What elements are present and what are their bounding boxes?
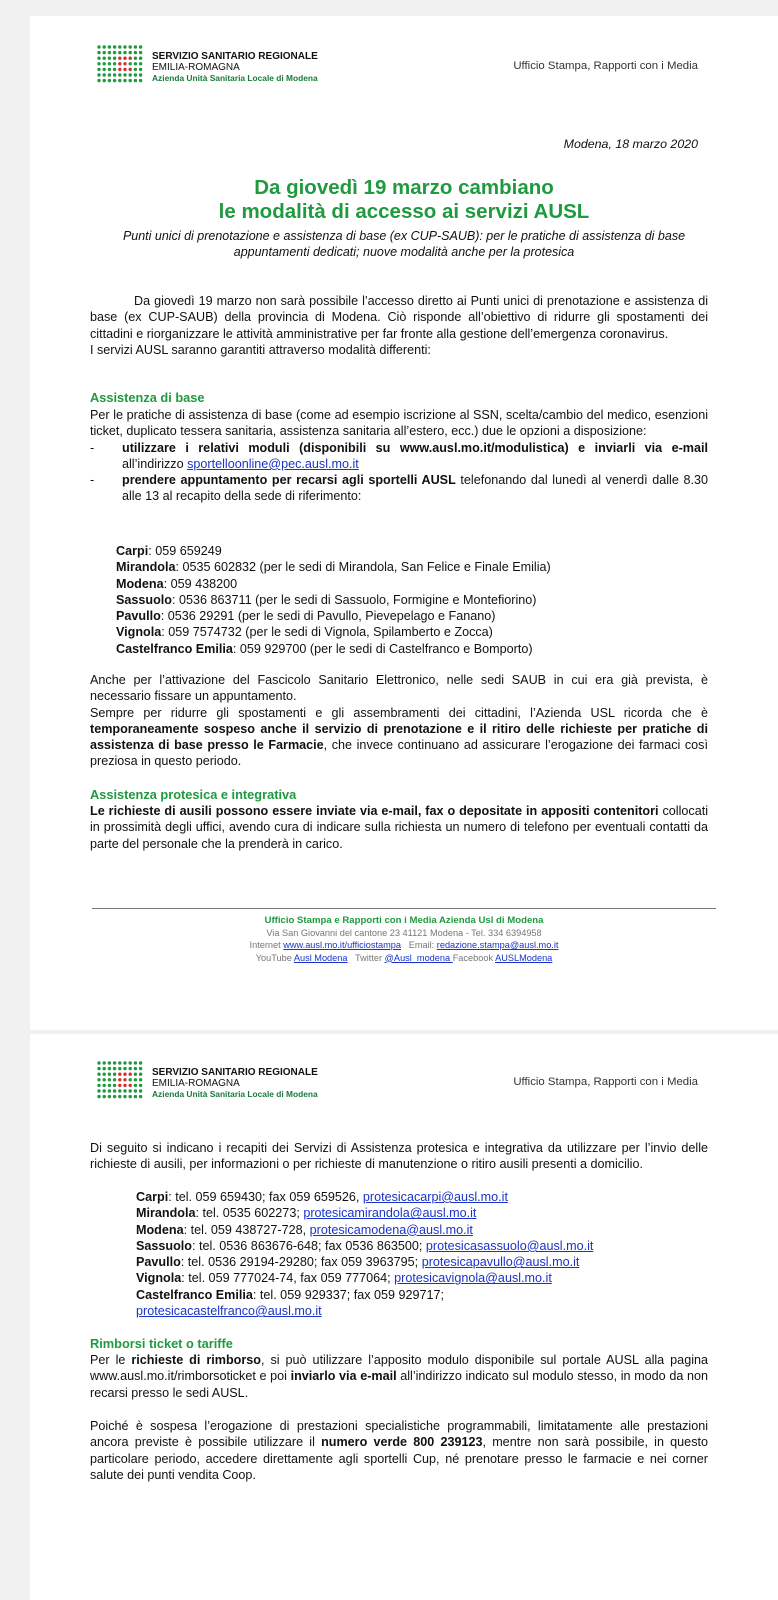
office-label: Ufficio Stampa, Rapporti con i Media [513, 60, 698, 72]
final-text-a: Poiché è sospesa l’erogazione di prestazioni specialistiche programmabili, limitatamente alle prestazioni ancora previste è possibile utilizzare il [90, 1419, 708, 1450]
twitter-link[interactable]: @Ausl_modena [384, 952, 453, 963]
protesica-contact-modena [136, 1222, 708, 1238]
contact-email-link[interactable]: protesicasassuolo@ausl.mo.it [425, 1238, 594, 1253]
rimborsi-text-b: , si può utilizzare l’apposito modulo disponibile sul portale AUSL alla pagina www.ausl.mo.it/rimborsoticket e poi [90, 1353, 709, 1384]
press-footer [30, 915, 778, 964]
contact-email-link[interactable]: protesicamirandola@ausl.mo.it [303, 1206, 477, 1221]
protesica-text: collocati in prossimità degli uffici, avendo cura di indicare sulla richiesta un numero di telefono per eventuali contatti da parte del personale che la prenderà in carico. [90, 804, 708, 851]
option-email-bold: utilizzare i relativi moduli (disponibili su www.ausl.mo.it/modulistica) e inviarli via e-mail [122, 440, 708, 455]
footer-address: Via San Giovanni del cantone 23 41121 Modena - Tel. 334 6394958 [266, 928, 542, 939]
contact-detail: : tel. 059 438727-728, [183, 1222, 310, 1237]
contact-name: Carpi [116, 544, 149, 558]
protesica-contact-mirandola [136, 1205, 708, 1221]
protesica-contact-sassuolo [136, 1238, 708, 1254]
option-appointment [90, 472, 708, 505]
protesica-contact-pavullo [136, 1254, 708, 1270]
ssr-logo-icon [96, 1060, 144, 1104]
youtube-link[interactable]: Ausl Modena [293, 952, 348, 963]
document-page-2 [30, 1034, 778, 1600]
brand-text [152, 51, 318, 84]
protesica-contact-vignola [136, 1270, 708, 1286]
contact-carpi [116, 543, 551, 559]
rimborsi-paragraph [90, 1352, 708, 1401]
footer-title: Ufficio Stampa e Rapporti con i Media Azienda Usl di Modena [264, 915, 544, 926]
contact-detail: : tel. 059 777024-74, fax 059 777064; [181, 1271, 395, 1286]
brand-line-1: SERVIZIO SANITARIO REGIONALE [152, 1067, 318, 1078]
protesica-bold: Le richieste di ausili possono essere inviate via e-mail, fax o depositate in appositi contenitori [90, 804, 659, 818]
pec-email-link[interactable]: sportelloonline@pec.ausl.mo.it [187, 456, 359, 471]
office-label: Ufficio Stampa, Rapporti con i Media [513, 1076, 698, 1088]
rimborsi-bold-1: richieste di rimborso [131, 1353, 261, 1367]
contact-detail: : tel. 0536 29194-29280; fax 059 3963795; [180, 1255, 422, 1270]
contact-name: Castelfranco Emilia [116, 641, 233, 656]
contact-detail: : tel. 059 659430; fax 059 659526, [168, 1190, 363, 1204]
contact-email-link[interactable]: protesicamodena@ausl.mo.it [309, 1222, 473, 1237]
email-label: Email: [401, 940, 437, 951]
option-email [90, 440, 708, 473]
title-line-2: le modalità di accesso ai servizi AUSL [218, 200, 590, 223]
contact-detail: : 0536 863711 (per le sedi di Sassuolo, Formigine e Montefiorino) [172, 592, 537, 607]
sedi-contacts-list [116, 543, 551, 657]
rimborsi-text-a: Per le [90, 1353, 132, 1367]
contact-name: Sassuolo [136, 1238, 192, 1253]
pharmacy-text-b: , che invece continuano ad assicurare l’erogazione dei farmaci così preziosa in questo periodo. [90, 738, 708, 769]
brand-line-3: Azienda Unità Sanitaria Locale di Modena [152, 1089, 318, 1099]
rimborsi-text-c: all’indirizzo indicato sul modulo stesso, in modo da non recarsi presso le sedi AUSL. [90, 1369, 708, 1400]
fse-paragraph [90, 672, 708, 770]
option-appointment-text: telefonando dal lunedì al venerdì dalle 8.30 alle 13 al recapito della sede di riferimento: [122, 473, 708, 504]
intro-paragraph [90, 293, 708, 358]
page-header [96, 44, 698, 86]
contact-castelfranco [116, 641, 551, 657]
pharmacy-text-a: Sempre per ridurre gli spostamenti e gli assembramenti dei cittadini, l’Azienda USL ricorda che è [90, 705, 708, 720]
contact-name: Mirandola [116, 560, 176, 575]
contact-name: Vignola [136, 1271, 182, 1286]
brand-line-2: EMILIA-ROMAGNA [152, 62, 240, 73]
section-title-rimborsi: Rimborsi ticket o tariffe [90, 1336, 233, 1351]
facebook-label: Facebook [452, 952, 496, 963]
final-text-b: , mentre non sarà possibile, in questo particolare periodo, accedere direttamente agli sportelli Cup, né prenotare presso le farmacie e nei corner salute dei punti vendita Coop. [90, 1435, 708, 1482]
brand-line-3: Azienda Unità Sanitaria Locale di Modena [152, 73, 318, 83]
press-subtitle: Punti unici di prenotazione e assistenza di base (ex CUP-SAUB): per le pratiche di assistenza di base appuntamenti dedicati; nuove modalità anche per la protesica [122, 229, 686, 259]
facebook-link[interactable]: AUSLModena [495, 952, 553, 963]
rimborsi-bold-2: inviarlo via e-mail [290, 1369, 397, 1384]
ssr-logo-icon [96, 44, 144, 88]
document-page-1 [30, 16, 778, 1030]
contact-email-link[interactable]: protesicapavullo@ausl.mo.it [421, 1255, 580, 1270]
contact-name: Castelfranco Emilia [136, 1287, 253, 1302]
final-paragraph [90, 1418, 708, 1483]
option-appointment-bold: prendere appuntamento per recarsi agli sportelli AUSL [122, 473, 456, 488]
brand-line-1: SERVIZIO SANITARIO REGIONALE [152, 51, 318, 62]
contact-detail: : 059 7574732 (per le sedi di Vignola, Spilamberto e Zocca) [161, 625, 493, 640]
contact-detail: : tel. 0536 863676-648; fax 0536 863500; [192, 1238, 426, 1253]
contact-name: Pavullo [136, 1255, 181, 1270]
contact-vignola [116, 624, 551, 640]
internet-label: Internet [249, 940, 284, 951]
contact-email-link[interactable]: protesicavignola@ausl.mo.it [394, 1271, 552, 1286]
fse-text: Anche per l’attivazione del Fascicolo Sanitario Elettronico, nelle sedi SAUB in cui era già prevista, è necessario fissare un appuntamento. [90, 673, 708, 704]
protesica-paragraph [90, 803, 708, 852]
intro-text-2: I servizi AUSL saranno garantiti attraverso modalità differenti: [90, 342, 431, 357]
protesica-contact-carpi [136, 1189, 708, 1205]
contact-detail: : 059 929700 (per le sedi di Castelfranco e Bomporto) [232, 641, 533, 656]
contact-mirandola [116, 559, 551, 575]
contact-name: Modena [136, 1222, 184, 1237]
assistenza-base-intro: Per le pratiche di assistenza di base (come ad esempio iscrizione al SSN, scelta/cambio del medico, esenzioni ticket, duplicato tessera sanitaria, assistenza sanitaria all’estero, ecc.) due le opzioni a disposizione: [90, 408, 708, 439]
page-header [96, 1060, 698, 1102]
contact-name: Vignola [116, 625, 162, 640]
contact-detail: : tel. 0535 602273; [195, 1206, 304, 1221]
contact-name: Mirandola [136, 1206, 196, 1221]
contact-sassuolo [116, 592, 551, 608]
contact-detail: : tel. 059 929337; fax 059 929717; [252, 1287, 445, 1302]
assistenza-base-text [90, 407, 708, 505]
brand-text [152, 1067, 318, 1100]
contact-name: Pavullo [116, 609, 161, 624]
page2-intro: Di seguito si indicano i recapiti dei Servizi di Assistenza protesica e integrativa da utilizzare per l’invio delle richieste di ausili, per informazioni o per richieste di manutenzione o ritiro ausili presenti a domicilio. [90, 1141, 708, 1172]
press-title [30, 176, 778, 224]
contact-email-link[interactable]: protesicacastelfranco@ausl.mo.it [136, 1304, 322, 1319]
twitter-label: Twitter [347, 952, 385, 963]
option-email-text: all’indirizzo [122, 456, 188, 471]
contact-name: Modena [116, 576, 164, 591]
youtube-label: YouTube [255, 952, 294, 963]
contact-modena [116, 576, 551, 592]
section-title-assistenza-base: Assistenza di base [90, 390, 205, 405]
contact-pavullo [116, 608, 551, 624]
website-link[interactable]: www.ausl.mo.it/ufficiostampa [283, 940, 402, 951]
contact-email-link[interactable]: protesicacarpi@ausl.mo.it [362, 1190, 508, 1204]
footer-divider [92, 908, 716, 909]
footer-web-line [30, 939, 778, 951]
pharmacy-text [90, 705, 708, 770]
pharmacy-text-bold: temporaneamente sospeso anche il servizio di prenotazione e il ritiro delle richieste per pratiche di assistenza di base presso le Farmacie [90, 721, 708, 753]
protesica-contact-castelfranco [136, 1287, 708, 1320]
contact-detail: : 059 659249 [148, 544, 222, 558]
contact-detail: : 0535 602832 (per le sedi di Mirandola, San Felice e Finale Emilia) [175, 560, 551, 575]
title-line-1: Da giovedì 19 marzo cambiano [254, 176, 554, 199]
contact-detail: : 059 438200 [163, 576, 238, 591]
contact-name: Carpi [136, 1190, 169, 1204]
contact-name: Sassuolo [116, 592, 172, 607]
intro-text: Da giovedì 19 marzo non sarà possibile l’accesso diretto ai Punti unici di prenotazione e assistenza di base (ex CUP-SAUB) della provincia di Modena. Ciò risponde all’obiettivo di ridurre gli spostamenti dei cittadini e riorganizzare le attività amministrative per far fronte alla gestione dell’emergenza coronavirus. [90, 294, 708, 341]
contact-detail: : 0536 29291 (per le sedi di Pavullo, Pievepelago e Fanano) [160, 609, 496, 624]
footer-social-line [30, 952, 778, 964]
press-email-link[interactable]: redazione.stampa@ausl.mo.it [436, 940, 559, 951]
brand-line-2: EMILIA-ROMAGNA [152, 1078, 240, 1089]
section-title-protesica: Assistenza protesica e integrativa [90, 787, 297, 802]
numero-verde: numero verde 800 239123 [321, 1435, 483, 1450]
press-date: Modena, 18 marzo 2020 [563, 137, 698, 151]
protesica-contacts-list [136, 1189, 708, 1319]
